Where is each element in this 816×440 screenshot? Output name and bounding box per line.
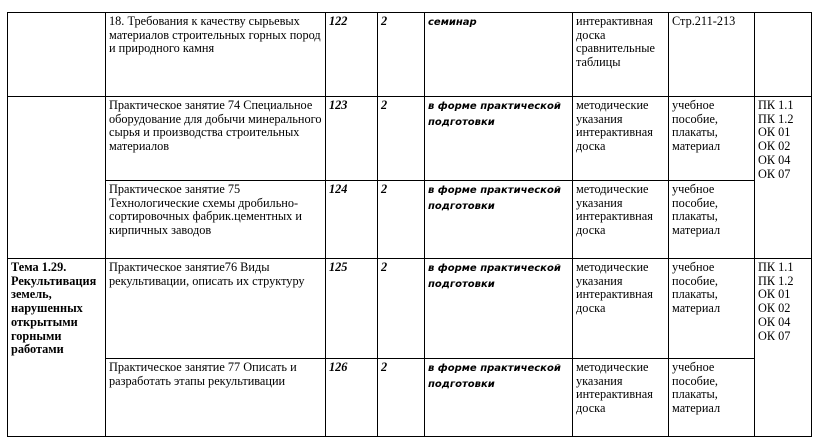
form-cell: в форме практической подготовки [425, 259, 573, 359]
competencies-cell: ПК 1.1 ПК 1.2 ОК 01 ОК 02 ОК 04 ОК 07 [755, 97, 812, 259]
hours-cell: 2 [378, 97, 425, 181]
literature-cell: учебное пособие, плакаты, материал [669, 259, 755, 359]
table-row [8, 359, 812, 437]
topic-cell: Тема 1.29. Рекультивация земель, нарушенных открытыми горными работами [8, 259, 106, 437]
table-row [8, 181, 812, 259]
content-cell: Практическое занятие 77 Описать и разработать этапы рекультивации [106, 359, 326, 437]
competencies-cell [755, 13, 812, 97]
methods-cell: интерактивная доска сравнительные таблицы [573, 13, 669, 97]
form-cell: семинар [425, 13, 573, 97]
literature-cell: учебное пособие, плакаты, материал [669, 359, 755, 437]
lesson-number-cell: 126 [326, 359, 378, 437]
literature-cell: учебное пособие, плакаты, материал [669, 97, 755, 181]
table-row [8, 259, 812, 359]
hours-cell: 2 [378, 13, 425, 97]
topic-cell [8, 97, 106, 259]
methods-cell: методические указания интерактивная доска [573, 259, 669, 359]
literature-cell: Стр.211-213 [669, 13, 755, 97]
content-cell: 18. Требования к качеству сырьевых материалов строительных горных пород и природного камня [106, 13, 326, 97]
form-cell: в форме практической подготовки [425, 359, 573, 437]
literature-cell: учебное пособие, плакаты, материал [669, 181, 755, 259]
lesson-number-cell: 122 [326, 13, 378, 97]
competencies-cell: ПК 1.1 ПК 1.2 ОК 01 ОК 02 ОК 04 ОК 07 [755, 259, 812, 437]
content-cell: Практическое занятие 75 Технологические схемы дробильно-сортировочных фабрик.цементных и кирпичных заводов [106, 181, 326, 259]
lesson-number-cell: 125 [326, 259, 378, 359]
content-cell: Практическое занятие76 Виды рекультивации, описать их структуру [106, 259, 326, 359]
lesson-number-cell: 123 [326, 97, 378, 181]
hours-cell: 2 [378, 359, 425, 437]
methods-cell: методические указания интерактивная доска [573, 181, 669, 259]
content-cell: Практическое занятие 74 Специальное оборудование для добычи минерального сырья и производства строительных материалов [106, 97, 326, 181]
hours-cell: 2 [378, 259, 425, 359]
lesson-number-cell: 124 [326, 181, 378, 259]
form-cell: в форме практической подготовки [425, 97, 573, 181]
methods-cell: методические указания интерактивная доска [573, 97, 669, 181]
table-row [8, 13, 812, 97]
hours-cell: 2 [378, 181, 425, 259]
table-row [8, 97, 812, 181]
methods-cell: методические указания интерактивная доска [573, 359, 669, 437]
form-cell: в форме практической подготовки [425, 181, 573, 259]
topic-cell [8, 13, 106, 97]
curriculum-table [7, 12, 812, 437]
